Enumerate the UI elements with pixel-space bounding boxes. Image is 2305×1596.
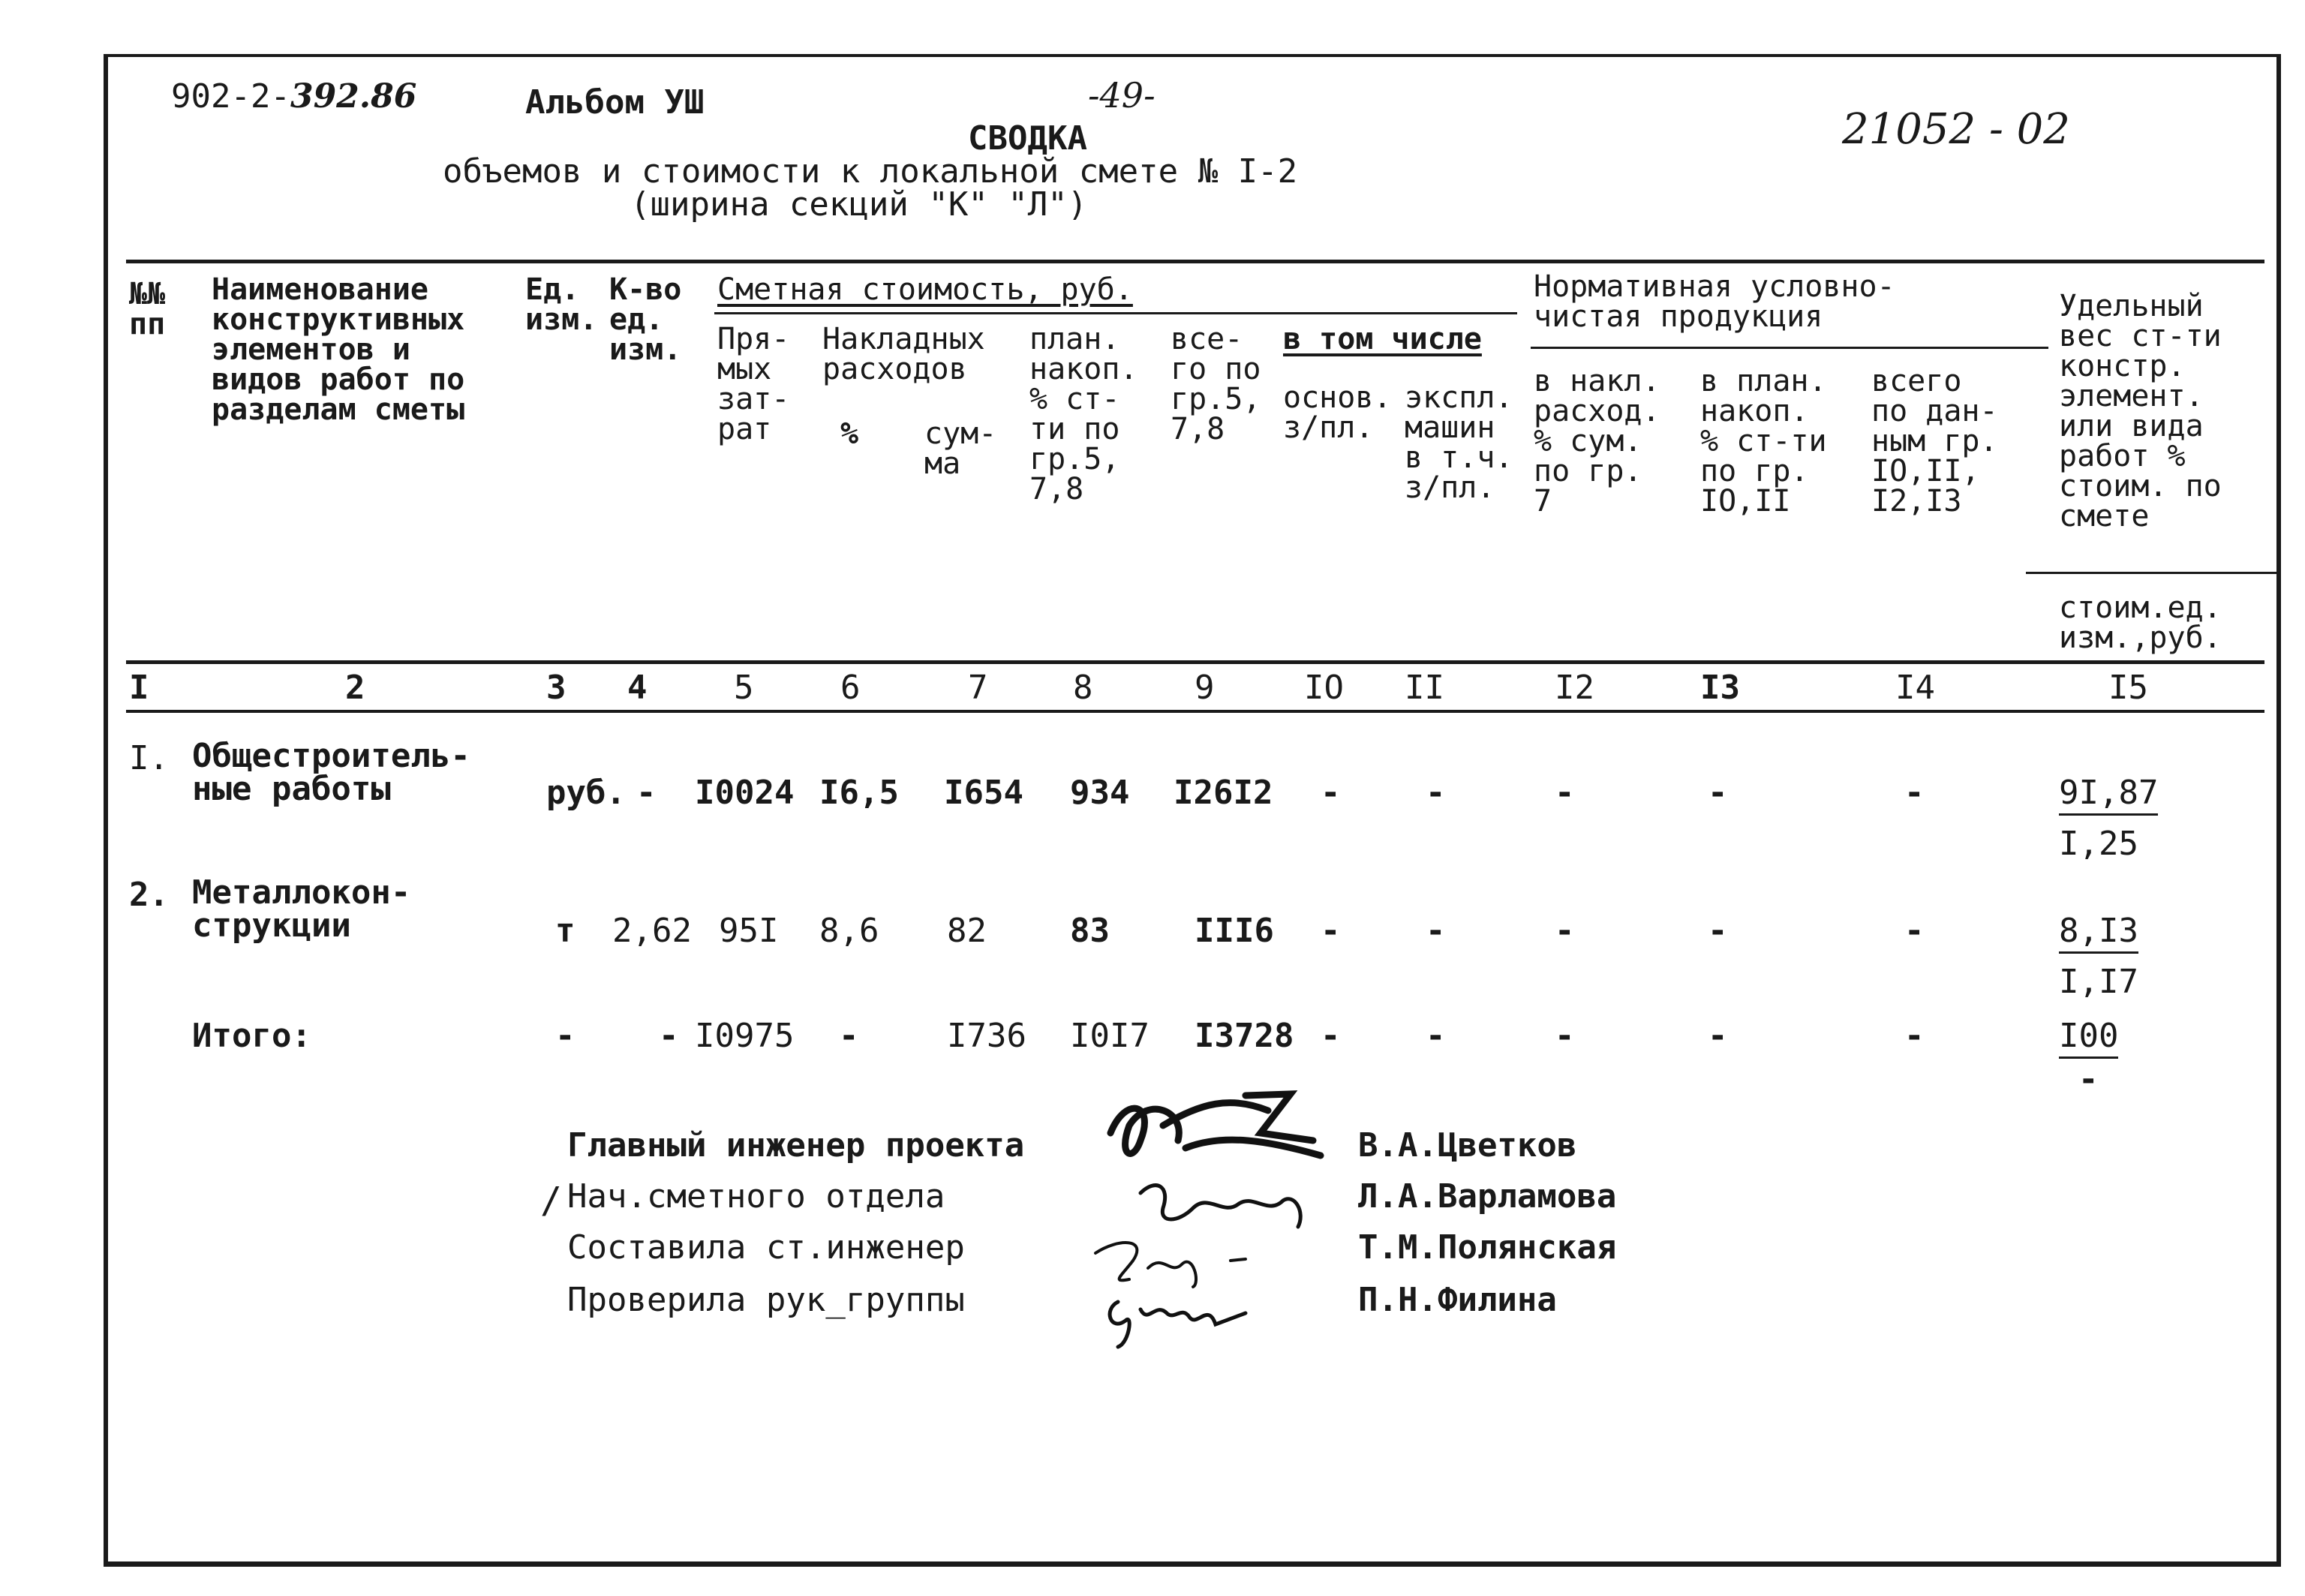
row-unit-cost: - [2078, 1060, 2099, 1099]
row-number: 2. [129, 876, 169, 914]
row-overhead-pct: - [839, 1017, 859, 1055]
signature-scribble-4 [1095, 1279, 1268, 1354]
col-header-5: Пря- мых зат- рат [717, 322, 790, 446]
signer-name: П.Н.Филина [1358, 1281, 1557, 1319]
row-qty: 2,62 [612, 912, 692, 950]
col-number-8: 8 [1073, 669, 1093, 707]
col-number-13: I3 [1700, 669, 1740, 707]
row-norm-13: - [1708, 774, 1728, 812]
col-number-3: 3 [546, 669, 566, 707]
row-overhead-sum: I736 [947, 1017, 1026, 1055]
row-direct: 95I [719, 912, 779, 950]
col-header-8: план. накоп. % ст- ти по гр.5, 7,8 [1029, 322, 1138, 506]
row-overhead-pct: 8,6 [819, 912, 879, 950]
col-header-9: все- го по гр.5, 7,8 [1171, 322, 1261, 446]
row-unit-cost: I,I7 [2059, 963, 2138, 1001]
col-header-12: в накл. расход. % сум. по гр. 7 [1534, 364, 1660, 518]
row-norm-12: - [1555, 774, 1575, 812]
document-subtitle: объемов и стоимости к локальной смете № I-2 [443, 152, 1298, 191]
col-header-1: №№ пп [129, 277, 166, 341]
norm-group-header: Нормативная условно- чистая продукция [1534, 269, 1895, 334]
col-number-12: I2 [1555, 669, 1594, 707]
signature-role: Главный инженер проекта [567, 1126, 1025, 1165]
col-header-4: К-во ед. изм. [609, 272, 682, 367]
overhead-group-header: Накладных расходов [822, 322, 985, 386]
row-unit: руб. [546, 774, 626, 812]
smeta-group-header: Сметная стоимость, руб. [717, 272, 1133, 307]
row-mach: - [1426, 1017, 1446, 1055]
row-qty: - [659, 1017, 679, 1055]
col-header-11: экспл. машин в т.ч. з/пл. [1405, 380, 1513, 505]
col-number-7: 7 [968, 669, 988, 707]
doc-code-prefix: 902-2- [171, 77, 290, 116]
col-number-15: I5 [2108, 669, 2148, 707]
col-header-14: всего по дан- ным гр. IO,II, I2,I3 [1871, 364, 1998, 518]
col-header-10: основ. з/пл. [1283, 380, 1392, 445]
row-share: I00 [2059, 1017, 2118, 1059]
col-number-14: I4 [1895, 669, 1935, 707]
row-overhead-sum: 82 [947, 912, 987, 950]
col-header-2: Наименование конструктивных элементов и видов работ по разделам сметы [212, 272, 465, 427]
row-norm-14: - [1904, 774, 1925, 812]
col-number-1: I [129, 669, 149, 707]
row-mach: - [1426, 774, 1446, 812]
document-number: 21052 - 02 [1842, 105, 2070, 154]
signature-role: Проверила рук_группы [567, 1281, 965, 1319]
signature-role: Составила ст.инженер [567, 1228, 965, 1267]
row-norm-13: - [1708, 1017, 1728, 1055]
col-number-6: 6 [840, 669, 861, 707]
row-norm-12: - [1555, 1017, 1575, 1055]
row-name: Металлокон- струкции [192, 873, 411, 945]
row-name: Итого: [192, 1017, 311, 1055]
col-number-9: 9 [1195, 669, 1215, 707]
row-norm-14: - [1904, 912, 1925, 950]
row-plan: 83 [1070, 912, 1110, 950]
doc-code [171, 78, 416, 116]
row-name: Общестроитель- ные работы [192, 737, 470, 808]
col-number-10: IO [1304, 669, 1344, 707]
row-mach: - [1426, 912, 1446, 950]
col-header-15: Удельный вес ст-ти констр. элемент. или вида работ % стоим. по смете [2059, 289, 2222, 534]
col-header-7: сум- ма [924, 416, 997, 481]
row-number: I. [129, 739, 169, 777]
signer-name: Т.М.Полянская [1358, 1228, 1617, 1267]
col-header-13: в план. накоп. % ст-ти по гр. IO,II [1700, 364, 1827, 518]
row-base: - [1321, 1017, 1341, 1055]
row-unit: - [555, 1017, 575, 1055]
share-split-rule [2026, 572, 2281, 574]
row-base: - [1321, 912, 1341, 950]
incl-group-header: в том числе [1283, 322, 1482, 356]
row-plan: I0I7 [1070, 1017, 1149, 1055]
doc-code-suffix: 392.86 [290, 77, 417, 116]
norm-group-rule [1531, 347, 2048, 349]
document-subtitle-2: (ширина секций "К" "Л") [630, 185, 1088, 224]
row-norm-13: - [1708, 912, 1728, 950]
signature-scribble-2 [1125, 1171, 1321, 1238]
signature-role: Нач.сметного отдела [567, 1177, 945, 1216]
col-number-2: 2 [345, 669, 365, 707]
signer-name: В.А.Цветков [1358, 1126, 1577, 1165]
row-share: 9I,87 [2059, 774, 2158, 816]
row-direct: I0975 [695, 1017, 795, 1055]
col-number-4: 4 [627, 669, 648, 707]
row-share: 8,I3 [2059, 912, 2138, 954]
row-overhead-pct: I6,5 [819, 774, 899, 812]
row-unit-cost: I,25 [2059, 825, 2138, 863]
table-header-rule [126, 660, 2264, 664]
col-number-11: II [1405, 669, 1444, 707]
col-header-6: % [840, 416, 859, 451]
signature-scribble-1 [1095, 1081, 1336, 1178]
page-number: -49- [1088, 75, 1156, 116]
row-total: I3728 [1195, 1017, 1294, 1055]
col-number-5: 5 [734, 669, 754, 707]
smeta-group-rule [714, 312, 1517, 314]
row-direct: I0024 [695, 774, 795, 812]
row-overhead-sum: I654 [944, 774, 1023, 812]
table-numbers-rule [126, 710, 2264, 713]
row-unit: т [555, 912, 575, 950]
album-label: Альбом УШ [525, 83, 705, 122]
row-total: I26I2 [1174, 774, 1273, 812]
margin-tick-mark: / [540, 1180, 562, 1222]
table-top-rule [126, 260, 2264, 263]
signer-name: Л.А.Варламова [1358, 1177, 1617, 1216]
row-norm-12: - [1555, 912, 1575, 950]
col-header-3: Ед. изм. [525, 272, 598, 337]
row-plan: 934 [1070, 774, 1130, 812]
row-base: - [1321, 774, 1341, 812]
row-total: III6 [1195, 912, 1274, 950]
document-title: СВОДКА [968, 119, 1087, 158]
row-qty: - [636, 774, 657, 812]
row-norm-14: - [1904, 1017, 1925, 1055]
col-header-15b: стоим.ед. изм.,руб. [2059, 591, 2222, 655]
